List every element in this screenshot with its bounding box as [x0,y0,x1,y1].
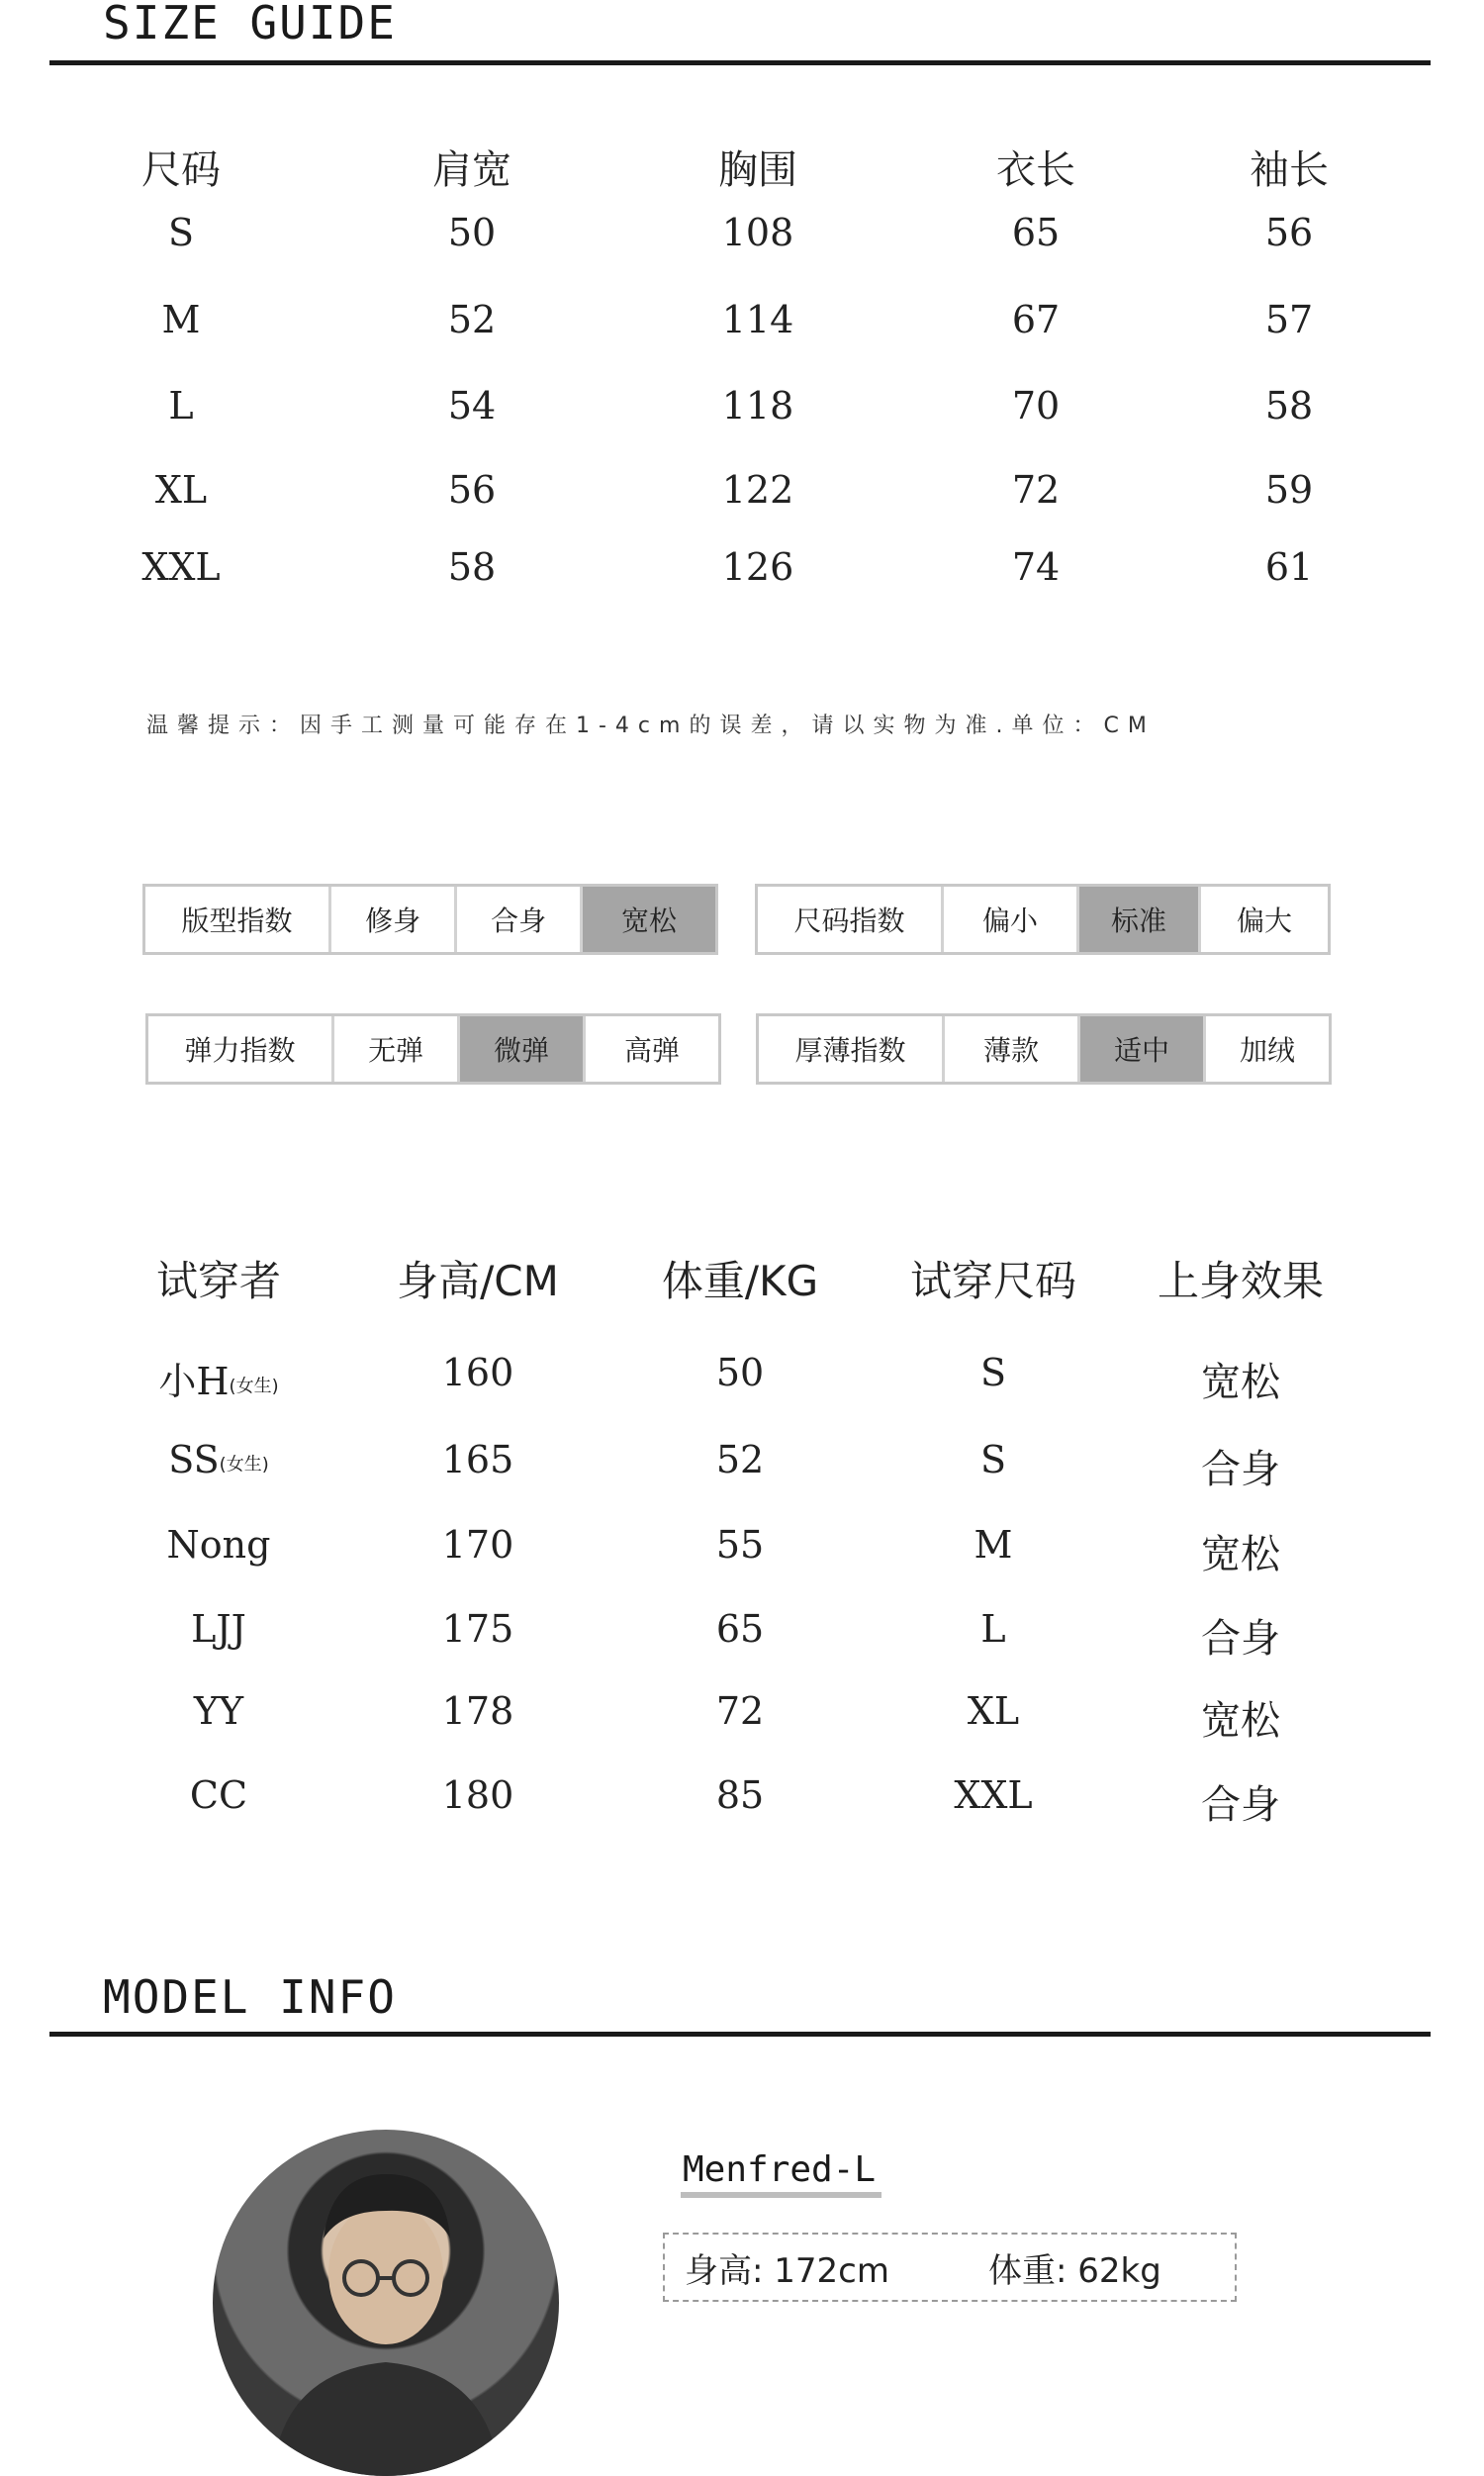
size-cell-shoulder: 58 [447,545,497,589]
fit-option-loose: 宽松 [580,887,715,952]
try-on-cell-weight: 52 [715,1438,765,1481]
size-cell-size: S [167,211,195,254]
size-header-shoulder: 肩宽 [432,147,511,193]
size-cell-size: L [168,384,194,428]
thickness-option-fleece: 加绒 [1203,1016,1329,1082]
stretch-option-slight: 微弹 [457,1016,583,1082]
tester-tag: (女生) [219,1454,269,1476]
tester-tag: (女生) [229,1376,279,1397]
try-on-cell-weight: 65 [715,1607,765,1651]
thickness-option-thin: 薄款 [942,1016,1077,1082]
size-cell-chest: 118 [721,384,794,428]
model-photo-icon [213,2130,559,2476]
tester-name: Nong [166,1523,271,1567]
fit-index-box [142,884,718,955]
try-on-header-height: 身高/CM [397,1257,559,1305]
try-on-cell-name [194,1689,243,1733]
size-cell-sleeve: 58 [1264,384,1314,428]
size-cell-length: 74 [1011,545,1061,589]
try-on-cell-size: S [979,1438,1007,1481]
try-on-cell-size: XL [967,1689,1020,1733]
size-cell-chest: 126 [721,545,794,589]
try-on-cell-effect: 合身 [1201,1782,1280,1828]
try-on-cell-name [168,1438,268,1481]
size-index-label: 尺码指数 [793,905,905,937]
try-on-cell-weight: 55 [715,1523,765,1567]
model-weight: 体重: 62kg [987,2250,1161,2291]
size-guide-title: SIZE GUIDE [103,0,397,49]
tester-name: LJJ [191,1607,246,1651]
size-option-standard: 标准 [1076,887,1198,952]
try-on-cell-effect: 合身 [1201,1616,1280,1662]
try-on-cell-name [191,1607,246,1651]
size-cell-size: XXL [141,545,221,589]
model-avatar [213,2130,559,2476]
size-index-box [755,884,1331,955]
size-cell-length: 72 [1011,468,1061,512]
try-on-cell-size: XXL [954,1773,1033,1817]
size-option-large: 偏大 [1198,887,1328,952]
model-info-divider [49,2032,1431,2037]
try-on-cell-effect: 宽松 [1201,1360,1280,1405]
size-option-small: 偏小 [941,887,1076,952]
try-on-cell-name [190,1773,247,1817]
model-stats-card [663,2233,1237,2302]
size-cell-shoulder: 50 [447,211,497,254]
try-on-cell-height: 160 [441,1351,514,1394]
model-height: 身高: 172cm [685,2250,889,2291]
size-cell-chest: 114 [721,298,794,341]
size-cell-length: 67 [1011,298,1061,341]
try-on-cell-effect: 宽松 [1201,1698,1280,1744]
stretch-index-label: 弹力指数 [184,1034,296,1067]
size-cell-length: 70 [1011,384,1061,428]
stretch-index-box [145,1013,721,1085]
try-on-cell-name [158,1351,278,1405]
size-cell-sleeve: 59 [1264,468,1314,512]
size-cell-size: XL [154,468,208,512]
size-header-sleeve: 袖长 [1250,147,1329,193]
try-on-cell-size: S [979,1351,1007,1394]
tester-name: 小H [158,1360,230,1403]
try-on-cell-effect: 宽松 [1201,1532,1280,1577]
try-on-cell-weight: 72 [715,1689,765,1733]
tester-name: CC [189,1773,248,1817]
fit-option-slim: 修身 [328,887,454,952]
size-guide-divider [49,60,1431,65]
fit-index-label: 版型指数 [181,905,293,937]
thickness-option-medium: 适中 [1077,1016,1203,1082]
tester-name: SS [168,1438,220,1481]
size-cell-shoulder: 52 [447,298,497,341]
size-cell-chest: 108 [721,211,794,254]
try-on-header-weight: 体重/KG [661,1257,819,1305]
try-on-cell-name [167,1523,271,1567]
model-name: Menfred-L [681,2149,881,2198]
try-on-cell-size: M [974,1523,1013,1567]
try-on-header-size: 试穿尺码 [909,1257,1077,1305]
stretch-option-none: 无弹 [331,1016,457,1082]
size-cell-shoulder: 54 [447,384,497,428]
try-on-header-tester: 试穿者 [155,1257,282,1305]
try-on-cell-height: 170 [441,1523,514,1567]
try-on-cell-height: 180 [441,1773,514,1817]
try-on-cell-height: 175 [441,1607,514,1651]
fit-option-regular: 合身 [454,887,580,952]
try-on-cell-height: 178 [441,1689,514,1733]
try-on-cell-weight: 85 [715,1773,765,1817]
tester-name: YY [193,1689,244,1733]
thickness-index-label: 厚薄指数 [794,1034,906,1067]
model-info-title: MODEL INFO [103,1970,397,2024]
thickness-index-box [756,1013,1332,1085]
size-header-length: 衣长 [996,147,1075,193]
try-on-cell-effect: 合身 [1201,1447,1280,1492]
size-cell-size: M [161,298,201,341]
try-on-cell-height: 165 [441,1438,514,1481]
size-cell-sleeve: 56 [1264,211,1314,254]
size-cell-sleeve: 61 [1264,545,1314,589]
stretch-option-high: 高弹 [583,1016,718,1082]
try-on-cell-weight: 50 [715,1351,765,1394]
size-cell-sleeve: 57 [1264,298,1314,341]
try-on-cell-size: L [980,1607,1006,1651]
try-on-header-effect: 上身效果 [1157,1257,1325,1305]
size-header-size: 尺码 [141,147,221,193]
size-cell-length: 65 [1011,211,1061,254]
size-cell-chest: 122 [721,468,794,512]
size-note: 温馨提示：因手工测量可能存在1-4cm的误差，请以实物为准.单位：CM [146,714,1156,738]
size-cell-shoulder: 56 [447,468,497,512]
size-header-chest: 胸围 [718,147,797,193]
